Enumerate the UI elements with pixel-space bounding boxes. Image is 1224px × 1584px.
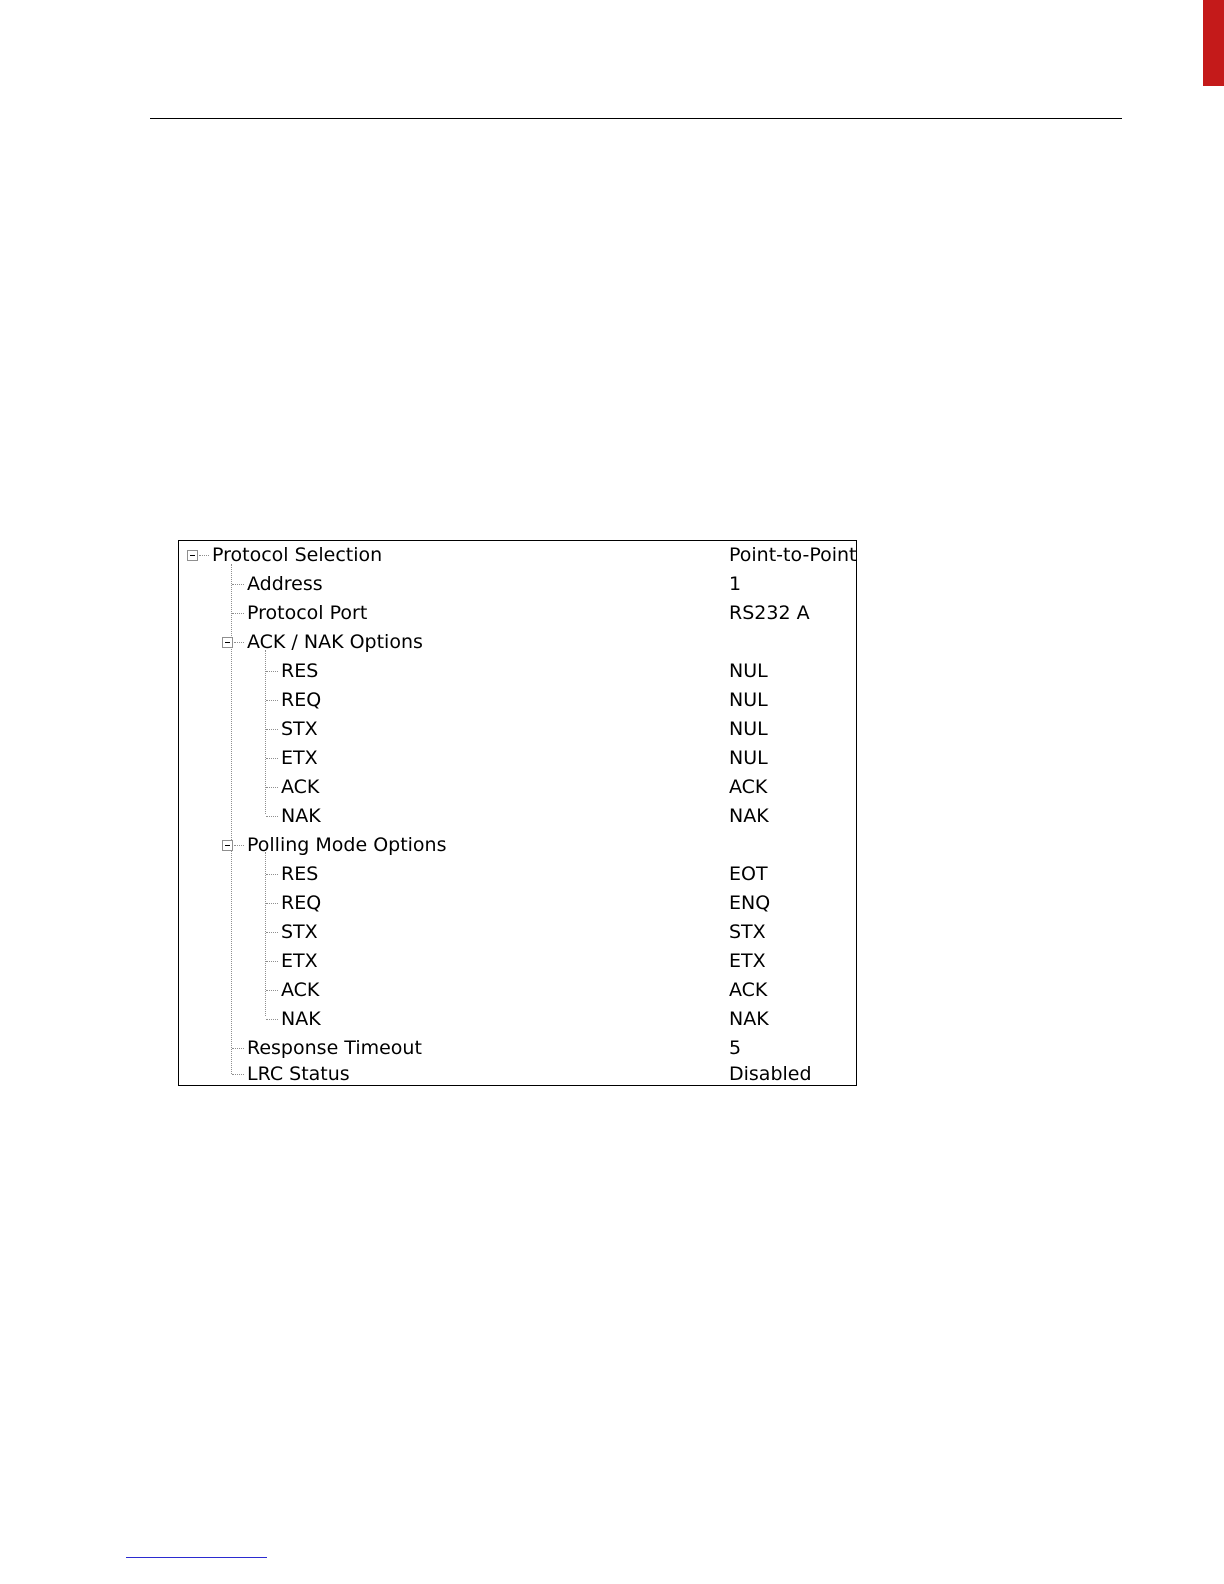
- tree-row-polling-ack[interactable]: [179, 976, 856, 1005]
- tree-value: NAK: [729, 1008, 769, 1030]
- tree-value: ACK: [729, 776, 768, 798]
- tree-connector: [232, 613, 244, 614]
- tree-label: Response Timeout: [247, 1037, 422, 1059]
- tree-connector: [266, 700, 278, 701]
- tree-label: LRC Status: [247, 1063, 350, 1085]
- tree-connector: [234, 642, 244, 643]
- tree-row-ack-nak-res[interactable]: [179, 657, 856, 686]
- tree-row-ack-nak-etx[interactable]: [179, 744, 856, 773]
- tree-label: Protocol Selection: [212, 544, 383, 566]
- tree-connector: [266, 729, 278, 730]
- tree-connector: [232, 584, 244, 585]
- tree-value: 1: [729, 573, 742, 595]
- footer-link-underline[interactable]: [126, 1557, 267, 1558]
- tree-label: STX: [281, 718, 318, 740]
- tree-value: NUL: [729, 718, 768, 740]
- tree-connector: [266, 990, 278, 991]
- page-edge-tab: [1203, 0, 1224, 86]
- tree-value: NAK: [729, 805, 769, 827]
- tree-row-ack-nak-nak[interactable]: [179, 802, 856, 831]
- tree-row-polling-stx[interactable]: [179, 918, 856, 947]
- tree-connector: [266, 816, 278, 817]
- tree-connector: [266, 903, 278, 904]
- tree-label: Polling Mode Options: [247, 834, 447, 856]
- tree-connector: [266, 961, 278, 962]
- tree-label: Address: [247, 573, 323, 595]
- tree-connector: [234, 845, 244, 846]
- tree-value: ACK: [729, 979, 768, 1001]
- tree-value: EOT: [729, 863, 768, 885]
- tree-value: NUL: [729, 689, 768, 711]
- tree-value: Point-to-Point: [729, 544, 857, 566]
- tree-label: ACK: [281, 776, 320, 798]
- tree-row-lrc-status[interactable]: [179, 1060, 856, 1089]
- tree-label: ACK: [281, 979, 320, 1001]
- collapse-icon[interactable]: [222, 637, 233, 648]
- tree-connector: [266, 932, 278, 933]
- tree-value: ENQ: [729, 892, 771, 914]
- tree-label: ACK / NAK Options: [247, 631, 423, 653]
- tree-row-ack-nak-ack[interactable]: [179, 773, 856, 802]
- tree-label: NAK: [281, 805, 321, 827]
- tree-row-polling-mode-options[interactable]: [179, 831, 856, 860]
- tree-label: REQ: [281, 892, 322, 914]
- protocol-tree-view[interactable]: [178, 540, 857, 1086]
- tree-value: 5: [729, 1037, 742, 1059]
- tree-label: NAK: [281, 1008, 321, 1030]
- collapse-icon[interactable]: [222, 840, 233, 851]
- tree-row-protocol-port[interactable]: [179, 599, 856, 628]
- tree-label: Protocol Port: [247, 602, 368, 624]
- tree-connector: [266, 671, 278, 672]
- tree-row-protocol-selection[interactable]: [179, 541, 856, 570]
- collapse-icon[interactable]: [187, 550, 198, 561]
- tree-label: STX: [281, 921, 318, 943]
- tree-connector: [266, 787, 278, 788]
- tree-value: ETX: [729, 950, 766, 972]
- tree-connector: [266, 874, 278, 875]
- tree-row-ack-nak-options[interactable]: [179, 628, 856, 657]
- tree-label: REQ: [281, 689, 322, 711]
- tree-connector: [266, 758, 278, 759]
- tree-connector: [266, 1019, 278, 1020]
- tree-row-polling-res[interactable]: [179, 860, 856, 889]
- tree-label: ETX: [281, 950, 318, 972]
- tree-row-response-timeout[interactable]: [179, 1034, 856, 1063]
- tree-value: NUL: [729, 747, 768, 769]
- tree-connector: [199, 555, 209, 556]
- tree-row-ack-nak-req[interactable]: [179, 686, 856, 715]
- header-rule: [150, 118, 1122, 119]
- tree-row-ack-nak-stx[interactable]: [179, 715, 856, 744]
- tree-value: RS232 A: [729, 602, 810, 624]
- tree-value: NUL: [729, 660, 768, 682]
- tree-row-polling-nak[interactable]: [179, 1005, 856, 1034]
- tree-value: STX: [729, 921, 766, 943]
- tree-label: RES: [281, 863, 319, 885]
- tree-row-polling-req[interactable]: [179, 889, 856, 918]
- tree-row-address[interactable]: [179, 570, 856, 599]
- tree-row-polling-etx[interactable]: [179, 947, 856, 976]
- tree-connector: [232, 1048, 244, 1049]
- tree-label: RES: [281, 660, 319, 682]
- tree-value: Disabled: [729, 1063, 812, 1085]
- tree-label: ETX: [281, 747, 318, 769]
- tree-connector: [232, 1074, 244, 1075]
